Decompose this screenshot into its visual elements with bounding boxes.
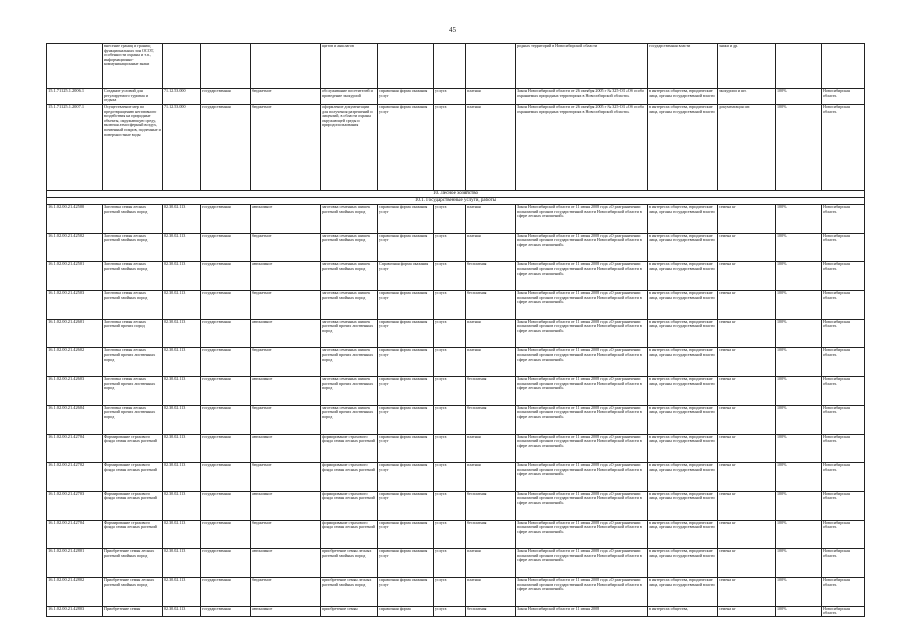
table-row bbox=[47, 463, 865, 492]
table-row bbox=[47, 606, 865, 616]
cell-location: Новосибирская область bbox=[822, 348, 865, 377]
cell-service-type: государственная bbox=[201, 233, 251, 262]
cell-okved: 02.30.02.113 bbox=[163, 348, 201, 377]
cell-payment: платная bbox=[466, 463, 516, 492]
cell-code: 16.1.02.00.21.42801 bbox=[47, 549, 103, 578]
cell-legal-basis: Закон Новосибирской области от 11 июня 2008 года «О разграничении полномочий органов государственной власти Новосибирской области в сфере лесных отношений» bbox=[516, 377, 648, 406]
cell-form bbox=[378, 44, 434, 89]
cell-legal-basis: Закон Новосибирской области от 11 июня 2008 года «О разграничении полномочий органов государственной власти Новосибирской области в сфере лесных отношений» bbox=[516, 577, 648, 606]
cell-code: 16.1.02.00.21.42500 bbox=[47, 205, 103, 234]
cell-form: справочная форма оказания услуг bbox=[378, 348, 434, 377]
cell-legal-basis: Закон Новосибирской области от 26 октября 2005 г № 325-ОЗ «Об особо охраняемых природных территориях в Новосибирской области» bbox=[516, 105, 648, 191]
cell-okved: 02.30.02.113 bbox=[163, 262, 201, 291]
cell-kind: услуга bbox=[434, 549, 466, 578]
cell-kind: услуга bbox=[434, 606, 466, 616]
cell-unit: семена кг bbox=[718, 577, 776, 606]
cell-okved: 02.30.02.113 bbox=[163, 291, 201, 320]
cell-recipient: в интересах общества, bbox=[648, 606, 718, 616]
cell-institution-type: бюджетное bbox=[251, 105, 321, 191]
cell-service-name: внесение границ и гранищ функциональных зон ОСОТ, особенности охраны и т.п., информационно-коммуникационные знаки bbox=[103, 44, 163, 89]
cell-payment: платная bbox=[466, 577, 516, 606]
cell-recipient: в интересах общества, юридические лица, органы государственной власти bbox=[648, 405, 718, 434]
cell-legal-basis: Закон Новосибирской области от 11 июня 2008 года «О разграничении полномочий органов государственной власти Новосибирской области в сфере лесных отношений» bbox=[516, 549, 648, 578]
cell-institution-type: бюджетное bbox=[251, 233, 321, 262]
top-rows bbox=[47, 44, 865, 191]
cell-kind: услуга bbox=[434, 319, 466, 348]
table-row bbox=[47, 348, 865, 377]
cell-content: формирование страхового фонда семян лесных растений bbox=[321, 520, 378, 549]
cell-recipient: в интересах общества, юридические лица, органы государственной власти bbox=[648, 319, 718, 348]
cell-content: приобретение семян лесных растений хвойных пород bbox=[321, 577, 378, 606]
cell-code: 16.1.02.00.21.42703 bbox=[47, 491, 103, 520]
cell-institution-type: автономное bbox=[251, 319, 321, 348]
cell-recipient: в интересах общества, юридические лица, органы государственной власти bbox=[648, 377, 718, 406]
cell-quality: 100% bbox=[776, 491, 822, 520]
cell-quality: 100% bbox=[776, 262, 822, 291]
cell-unit: семена кг bbox=[718, 549, 776, 578]
cell-form: справочная форма оказания услуг bbox=[378, 319, 434, 348]
cell-content: заготовка семенных шишек растений прочих лиственных пород bbox=[321, 405, 378, 434]
cell-service-name: Заготовка семян лесных растений прочих лиственных пород bbox=[103, 405, 163, 434]
cell-code: 16.1.02.00.21.42603 bbox=[47, 377, 103, 406]
cell-location bbox=[822, 44, 865, 89]
table-row bbox=[47, 89, 865, 105]
cell-kind: услуга bbox=[434, 291, 466, 320]
cell-service-name: Заготовка семян лесных растений хвойных пород bbox=[103, 262, 163, 291]
cell-recipient: в интересах общества, юридические лица, органы государственной власти bbox=[648, 233, 718, 262]
cell-quality: 100% bbox=[776, 105, 822, 191]
cell-payment: бесплатная bbox=[466, 377, 516, 406]
cell-unit: семена кг bbox=[718, 520, 776, 549]
table-row bbox=[47, 319, 865, 348]
table-row bbox=[47, 291, 865, 320]
cell-form: справочная форма оказания услуг bbox=[378, 577, 434, 606]
cell-kind: услуга bbox=[434, 577, 466, 606]
cell-form: справочная форма оказания услуг bbox=[378, 233, 434, 262]
cell-unit: документация шт. bbox=[718, 105, 776, 191]
cell-kind: услуга bbox=[434, 233, 466, 262]
cell-unit: семена кг bbox=[718, 319, 776, 348]
cell-payment: платная bbox=[466, 549, 516, 578]
cell-institution-type: автономное bbox=[251, 377, 321, 406]
cell-code: 16.1.02.00.21.42802 bbox=[47, 577, 103, 606]
cell-service-name: Формирование страхового фонда семян лесных растений bbox=[103, 520, 163, 549]
cell-recipient: государственная власти bbox=[648, 44, 718, 89]
cell-quality: 100% bbox=[776, 549, 822, 578]
cell-institution-type: бюджетное bbox=[251, 348, 321, 377]
cell-location: Новосибирская область bbox=[822, 319, 865, 348]
cell-quality: 100% bbox=[776, 377, 822, 406]
cell-form: справочная форма оказания услуг bbox=[378, 291, 434, 320]
cell-service-name: Формирование страхового фонда семян лесных растений bbox=[103, 491, 163, 520]
cell-okved: 02.30.02.113 bbox=[163, 463, 201, 492]
cell-location: Новосибирская область bbox=[822, 491, 865, 520]
cell-legal-basis: Закон Новосибирской области от 11 июня 2008 года «О разграничении полномочий органов государственной власти Новосибирской области в сфере лесных отношений» bbox=[516, 205, 648, 234]
cell-unit: семена кг bbox=[718, 233, 776, 262]
cell-content: щитов и аншлагов bbox=[321, 44, 378, 89]
cell-unit: семена кг bbox=[718, 205, 776, 234]
cell-recipient: в интересах общества, юридические лица, органы государственной власти bbox=[648, 463, 718, 492]
table-row bbox=[47, 205, 865, 234]
table-row bbox=[47, 434, 865, 463]
cell-kind: услуга bbox=[434, 89, 466, 105]
cell-content: формирование страхового фонда семян лесных растений bbox=[321, 463, 378, 492]
cell-service-type: государственная bbox=[201, 105, 251, 191]
cell-payment: бесплатная bbox=[466, 491, 516, 520]
cell-institution-type: автономное bbox=[251, 434, 321, 463]
cell-service-name: Создание условий для регулируемого туризма и отдыха bbox=[103, 89, 163, 105]
cell-institution-type: автономное bbox=[251, 549, 321, 578]
section-header bbox=[47, 191, 865, 205]
cell-recipient: в интересах общества, юридические лица, органы государственной власти bbox=[648, 549, 718, 578]
cell-kind: услуга bbox=[434, 463, 466, 492]
registry-table bbox=[46, 43, 865, 617]
cell-okved: 02.30.02.113 bbox=[163, 520, 201, 549]
cell-content: оформление документации для получения разрешений и лицензий, в области охраны окружающей среды и природопользования bbox=[321, 105, 378, 191]
cell-legal-basis: Закон Новосибирской области от 11 июня 2008 года «О разграничении полномочий органов государственной власти Новосибирской области в сфере лесных отношений» bbox=[516, 491, 648, 520]
cell-service-name: Заготовка семян лесных растений прочих лиственных пород bbox=[103, 348, 163, 377]
cell-payment: платная bbox=[466, 348, 516, 377]
cell-recipient: в интересах общества, юридические лица, органы государственной власти bbox=[648, 291, 718, 320]
cell-form: справочная форма оказания услуг bbox=[378, 205, 434, 234]
cell-service-name: Приобретение семян лесных растений хвойных пород bbox=[103, 577, 163, 606]
cell-unit: семена кг bbox=[718, 434, 776, 463]
cell-legal-basis: Закон Новосибирской области от 11 июня 2008 года «О разграничении полномочий органов государственной власти Новосибирской области в сфере лесных отношений» bbox=[516, 233, 648, 262]
cell-code: 16.1.02.00.21.42502 bbox=[47, 233, 103, 262]
table-row bbox=[47, 405, 865, 434]
cell-okved: 02.30.02.113 bbox=[163, 577, 201, 606]
cell-recipient: в интересах общества, юридические лица, органы государственной власти bbox=[648, 577, 718, 606]
cell-content: заготовка семенных шишек растений хвойных пород bbox=[321, 233, 378, 262]
cell-code: 16.1.02.00.21.42604 bbox=[47, 405, 103, 434]
cell-form: справочная форма оказания услуг bbox=[378, 89, 434, 105]
cell-institution-type: бюджетное bbox=[251, 405, 321, 434]
cell-okved: 02.30.02.113 bbox=[163, 205, 201, 234]
cell-service-type: государственная bbox=[201, 89, 251, 105]
cell-institution-type: бюджетное bbox=[251, 291, 321, 320]
cell-legal-basis: Закон Новосибирской области от 11 июня 2008 года «О разграничении полномочий органов государственной власти Новосибирской области в сфере лесных отношений» bbox=[516, 405, 648, 434]
cell-kind: услуга bbox=[434, 205, 466, 234]
cell-service-name: Заготовка семян лесных растений прочих лиственных пород bbox=[103, 377, 163, 406]
cell-location: Новосибирская область bbox=[822, 377, 865, 406]
cell-service-type: государственная bbox=[201, 405, 251, 434]
cell-recipient: в интересах общества, юридические лица, органы государственной власти bbox=[648, 520, 718, 549]
cell-code: 16.1.02.00.21.42704 bbox=[47, 520, 103, 549]
cell-quality: 100% bbox=[776, 89, 822, 105]
cell-quality: 100% bbox=[776, 405, 822, 434]
cell-form: справочная форма оказания услуг bbox=[378, 463, 434, 492]
cell-okved bbox=[163, 44, 201, 89]
cell-location: Новосибирская область bbox=[822, 606, 865, 616]
cell-content: заготовка семенных шишек растений прочих лиственных пород bbox=[321, 348, 378, 377]
cell-code: 15.1.71125.1.2007.1 bbox=[47, 105, 103, 191]
cell-quality: 100% bbox=[776, 348, 822, 377]
cell-service-type: государственная bbox=[201, 491, 251, 520]
cell-service-type: государственная bbox=[201, 377, 251, 406]
cell-legal-basis: Закон Новосибирской области от 11 июня 2008 года «О разграничении полномочий органов государственной власти Новосибирской области в сфере лесных отношений» bbox=[516, 434, 648, 463]
cell-quality bbox=[776, 44, 822, 89]
cell-payment: платная bbox=[466, 205, 516, 234]
cell-institution-type: автономное bbox=[251, 491, 321, 520]
cell-unit: семена кг bbox=[718, 291, 776, 320]
cell-okved: 02.30.02.113 bbox=[163, 491, 201, 520]
cell-code: 16.1.02.00.21.42501 bbox=[47, 262, 103, 291]
cell-recipient: в интересах общества, юридические лица, органы государственной власти bbox=[648, 105, 718, 191]
cell-okved: 02.30.02.113 bbox=[163, 549, 201, 578]
cell-service-name: Заготовка семян лесных растений хвойных пород bbox=[103, 233, 163, 262]
cell-kind: услуга bbox=[434, 262, 466, 291]
page-number: 45 bbox=[449, 26, 456, 34]
cell-location: Новосибирская область bbox=[822, 549, 865, 578]
section-title: 10. Лесное хозяйство bbox=[47, 191, 865, 198]
cell-service-name: Осуществление мер по предотвращению негативного воздействия на природные объекты, окружающую среду, включая атмосферный воздух, почвенный покров, подземные и поверхностные воды bbox=[103, 105, 163, 191]
cell-unit: семена кг bbox=[718, 262, 776, 291]
cell-institution-type: автономное bbox=[251, 606, 321, 616]
cell-location: Новосибирская область bbox=[822, 233, 865, 262]
cell-service-type: государственная bbox=[201, 348, 251, 377]
cell-location: Новосибирская область bbox=[822, 434, 865, 463]
table-row bbox=[47, 520, 865, 549]
cell-location: Новосибирская область bbox=[822, 405, 865, 434]
cell-code: 15.1.71125.1.2006.1 bbox=[47, 89, 103, 105]
cell-okved: 02.30.02.113 bbox=[163, 606, 201, 616]
cell-payment: платная bbox=[466, 434, 516, 463]
cell-kind: услуга bbox=[434, 105, 466, 191]
cell-service-name: Приобретение семян лесных растений хвойных пород bbox=[103, 549, 163, 578]
cell-content: заготовка семенных шишек растений прочих лиственных пород bbox=[321, 377, 378, 406]
cell-service-name: Заготовка семян лесных растений хвойных пород bbox=[103, 205, 163, 234]
cell-unit: семена кг bbox=[718, 491, 776, 520]
cell-service-name: Формирование страхового фонда семян лесных растений bbox=[103, 463, 163, 492]
cell-kind: услуга bbox=[434, 434, 466, 463]
cell-okved: 02.30.02.113 bbox=[163, 434, 201, 463]
cell-recipient: в интересах общества, юридические лица, органы государственной власти bbox=[648, 262, 718, 291]
cell-okved: 02.30.02.113 bbox=[163, 233, 201, 262]
cell-recipient: в интересах общества, юридические лица, органы государственной власти bbox=[648, 434, 718, 463]
cell-payment: бесплатная bbox=[466, 262, 516, 291]
cell-legal-basis: Закон Новосибирской области от 11 июня 2008 года «О разграничении полномочий органов государственной власти Новосибирской области в сфере лесных отношений» bbox=[516, 520, 648, 549]
cell-quality: 100% bbox=[776, 463, 822, 492]
main-rows bbox=[47, 205, 865, 617]
cell-content: заготовка семенных шишек растений хвойных пород bbox=[321, 205, 378, 234]
cell-institution-type: бюджетное bbox=[251, 89, 321, 105]
cell-content: заготовка семенных шишек растений хвойных пород bbox=[321, 262, 378, 291]
cell-okved: 02.30.02.113 bbox=[163, 319, 201, 348]
cell-service-type: государственная bbox=[201, 577, 251, 606]
cell-location: Новосибирская область bbox=[822, 89, 865, 105]
cell-location: Новосибирская область bbox=[822, 105, 865, 191]
cell-content: заготовка семенных шишек растений хвойных пород bbox=[321, 291, 378, 320]
cell-service-name: Заготовка семян лесных растений хвойных пород bbox=[103, 291, 163, 320]
cell-okved: 02.30.02.113 bbox=[163, 377, 201, 406]
cell-kind: услуга bbox=[434, 405, 466, 434]
cell-institution-type: автономное bbox=[251, 205, 321, 234]
cell-unit: семена кг bbox=[718, 348, 776, 377]
cell-code: 16.1.02.00.21.42601 bbox=[47, 319, 103, 348]
cell-service-type: государственная bbox=[201, 205, 251, 234]
cell-form: справочная форма оказания услуг bbox=[378, 405, 434, 434]
cell-payment: платная bbox=[466, 233, 516, 262]
cell-kind: услуга bbox=[434, 520, 466, 549]
cell-quality: 100% bbox=[776, 291, 822, 320]
cell-location: Новосибирская область bbox=[822, 205, 865, 234]
cell-content: формирование страхового фонда семян лесных растений bbox=[321, 434, 378, 463]
cell-service-name: Заготовка семян лесных растений прочих пород bbox=[103, 319, 163, 348]
cell-legal-basis: Закон Новосибирской области от 11 июня 2008 bbox=[516, 606, 648, 616]
cell-legal-basis: Закон Новосибирской области от 11 июня 2008 года «О разграничении полномочий органов государственной власти Новосибирской области в сфере лесных отношений» bbox=[516, 463, 648, 492]
cell-payment: бесплатная bbox=[466, 291, 516, 320]
table-row bbox=[47, 549, 865, 578]
cell-unit: семена кг bbox=[718, 463, 776, 492]
cell-form: справочная форма оказания услуг bbox=[378, 491, 434, 520]
cell-code bbox=[47, 44, 103, 89]
cell-service-type: государственная bbox=[201, 463, 251, 492]
cell-unit: экскурсии и шт. bbox=[718, 89, 776, 105]
cell-quality: 100% bbox=[776, 606, 822, 616]
cell-legal-basis: Закон Новосибирской области от 11 июня 2008 года «О разграничении полномочий органов государственной власти Новосибирской области в сфере лесных отношений» bbox=[516, 348, 648, 377]
cell-legal-basis: родных территорий в Новосибирской области bbox=[516, 44, 648, 89]
cell-institution-type: бюджетное bbox=[251, 577, 321, 606]
cell-service-type: государственная bbox=[201, 319, 251, 348]
cell-okved: 02.30.02.113 bbox=[163, 405, 201, 434]
table-row bbox=[47, 491, 865, 520]
cell-form: справочная форма оказания услуг bbox=[378, 549, 434, 578]
cell-quality: 100% bbox=[776, 434, 822, 463]
cell-unit: семена кг bbox=[718, 405, 776, 434]
cell-service-type: государственная bbox=[201, 606, 251, 616]
cell-recipient: в интересах общества, юридические лица, органы государственной власти bbox=[648, 205, 718, 234]
cell-recipient: в интересах общества, юридические лица, органы государственной власти bbox=[648, 89, 718, 105]
cell-quality: 100% bbox=[776, 205, 822, 234]
cell-form: Справочная форма оказания услуг bbox=[378, 262, 434, 291]
cell-recipient: в интересах общества, юридические лица, органы государственной власти bbox=[648, 348, 718, 377]
cell-form: справочная форма оказания услуг bbox=[378, 377, 434, 406]
cell-content: обслуживание посетителей и проведение экскурсий bbox=[321, 89, 378, 105]
cell-location: Новосибирская область bbox=[822, 577, 865, 606]
table-row bbox=[47, 377, 865, 406]
cell-kind: услуга bbox=[434, 348, 466, 377]
cell-location: Новосибирская область bbox=[822, 262, 865, 291]
cell-code: 16.1.02.00.21.42704 bbox=[47, 434, 103, 463]
cell-quality: 100% bbox=[776, 319, 822, 348]
cell-legal-basis: Закон Новосибирской области от 26 октября 2005 г № 325-ОЗ «Об особо охраняемых природных территориях в Новосибирской области» bbox=[516, 89, 648, 105]
cell-service-type: государственная bbox=[201, 434, 251, 463]
cell-unit: семена кг bbox=[718, 377, 776, 406]
table-row bbox=[47, 577, 865, 606]
cell-kind bbox=[434, 44, 466, 89]
cell-service-name: Формирование страхового фонда семян лесных растений bbox=[103, 434, 163, 463]
table-row bbox=[47, 44, 865, 89]
cell-legal-basis: Закон Новосибирской области от 11 июня 2008 года «О разграничении полномочий органов государственной власти Новосибирской области в сфере лесных отношений» bbox=[516, 262, 648, 291]
cell-payment: бесплатная bbox=[466, 520, 516, 549]
cell-code: 16.1.02.00.21.42503 bbox=[47, 291, 103, 320]
cell-form: справочная форма оказания услуг bbox=[378, 105, 434, 191]
cell-content: формирование страхового фонда семян лесных растений bbox=[321, 491, 378, 520]
cell-code: 16.1.02.00.21.42803 bbox=[47, 606, 103, 616]
cell-legal-basis: Закон Новосибирской области от 11 июня 2008 года «О разграничении полномочий органов государственной власти Новосибирской области в сфере лесных отношений» bbox=[516, 319, 648, 348]
cell-okved: 71.12.53.000 bbox=[163, 105, 201, 191]
cell-location: Новосибирская область bbox=[822, 463, 865, 492]
cell-payment: бесплатная bbox=[466, 606, 516, 616]
cell-institution-type: бюджетное bbox=[251, 520, 321, 549]
cell-institution-type bbox=[251, 44, 321, 89]
subsection-title: 10.1. Государственные услуги, работы bbox=[47, 198, 865, 205]
cell-payment: платная bbox=[466, 319, 516, 348]
cell-payment bbox=[466, 44, 516, 89]
cell-quality: 100% bbox=[776, 520, 822, 549]
cell-form: справочная форма оказания услуг bbox=[378, 434, 434, 463]
cell-institution-type: автономное bbox=[251, 262, 321, 291]
cell-form: справочная форма bbox=[378, 606, 434, 616]
cell-location: Новосибирская область bbox=[822, 291, 865, 320]
cell-recipient: в интересах общества, юридические лица, органы государственной власти bbox=[648, 491, 718, 520]
cell-service-type: государственная bbox=[201, 262, 251, 291]
cell-content: приобретение семян лесных растений хвойных пород bbox=[321, 549, 378, 578]
cell-payment: платная bbox=[466, 89, 516, 105]
cell-kind: услуга bbox=[434, 491, 466, 520]
cell-quality: 100% bbox=[776, 577, 822, 606]
cell-service-type bbox=[201, 44, 251, 89]
cell-form: справочная форма оказания услуг bbox=[378, 520, 434, 549]
cell-quality: 100% bbox=[776, 233, 822, 262]
cell-unit: знаки и др. bbox=[718, 44, 776, 89]
cell-institution-type: бюджетное bbox=[251, 463, 321, 492]
cell-unit: семена кг bbox=[718, 606, 776, 616]
cell-content: приобретение семян bbox=[321, 606, 378, 616]
table-row bbox=[47, 233, 865, 262]
cell-okved: 71.12.53.000 bbox=[163, 89, 201, 105]
cell-service-type: государственная bbox=[201, 549, 251, 578]
cell-code: 16.1.02.00.21.42602 bbox=[47, 348, 103, 377]
cell-legal-basis: Закон Новосибирской области от 11 июня 2008 года «О разграничении полномочий органов государственной власти Новосибирской области в сфере лесных отношений» bbox=[516, 291, 648, 320]
cell-service-type: государственная bbox=[201, 291, 251, 320]
cell-content: заготовка семенных шишек растений прочих лиственных пород bbox=[321, 319, 378, 348]
cell-service-name: Приобретение семян bbox=[103, 606, 163, 616]
cell-payment: платная bbox=[466, 105, 516, 191]
table-row bbox=[47, 105, 865, 191]
cell-location: Новосибирская область bbox=[822, 520, 865, 549]
cell-payment: бесплатная bbox=[466, 405, 516, 434]
table-row bbox=[47, 262, 865, 291]
cell-service-type: государственная bbox=[201, 520, 251, 549]
cell-kind: услуга bbox=[434, 377, 466, 406]
cell-code: 16.1.02.00.21.42702 bbox=[47, 463, 103, 492]
